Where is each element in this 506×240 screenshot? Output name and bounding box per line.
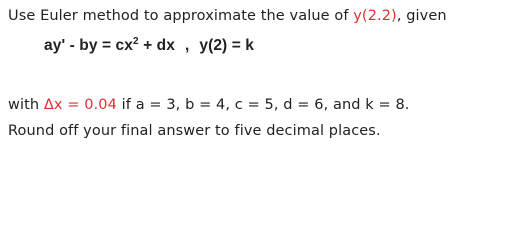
problem-intro-text: Use Euler method to approximate the value of	[8, 8, 354, 24]
parameters-prefix: with	[8, 97, 44, 113]
equation-lhs: ay' - by = cx	[44, 37, 133, 54]
parameters-values: if a = 3, b = 4, c = 5, d = 6, and k = 8.	[116, 97, 410, 113]
step-size-label: Δx	[43, 97, 63, 113]
step-size-equals: =	[62, 97, 85, 113]
equation-separator: ,	[184, 37, 190, 54]
problem-statement-line	[8, 8, 447, 24]
problem-intro-suffix: , given	[396, 8, 447, 24]
differential-equation	[44, 37, 254, 55]
equation-exponent: 2	[133, 36, 139, 47]
rounding-instruction: Round off your final answer to five decimal places.	[8, 123, 381, 139]
equation-rhs: + dx	[138, 37, 175, 54]
parameters-line	[8, 97, 410, 113]
step-size-value: 0.04	[84, 97, 117, 113]
target-value-highlight: y(2.2)	[353, 8, 397, 24]
initial-condition: y(2) = k	[199, 37, 255, 54]
